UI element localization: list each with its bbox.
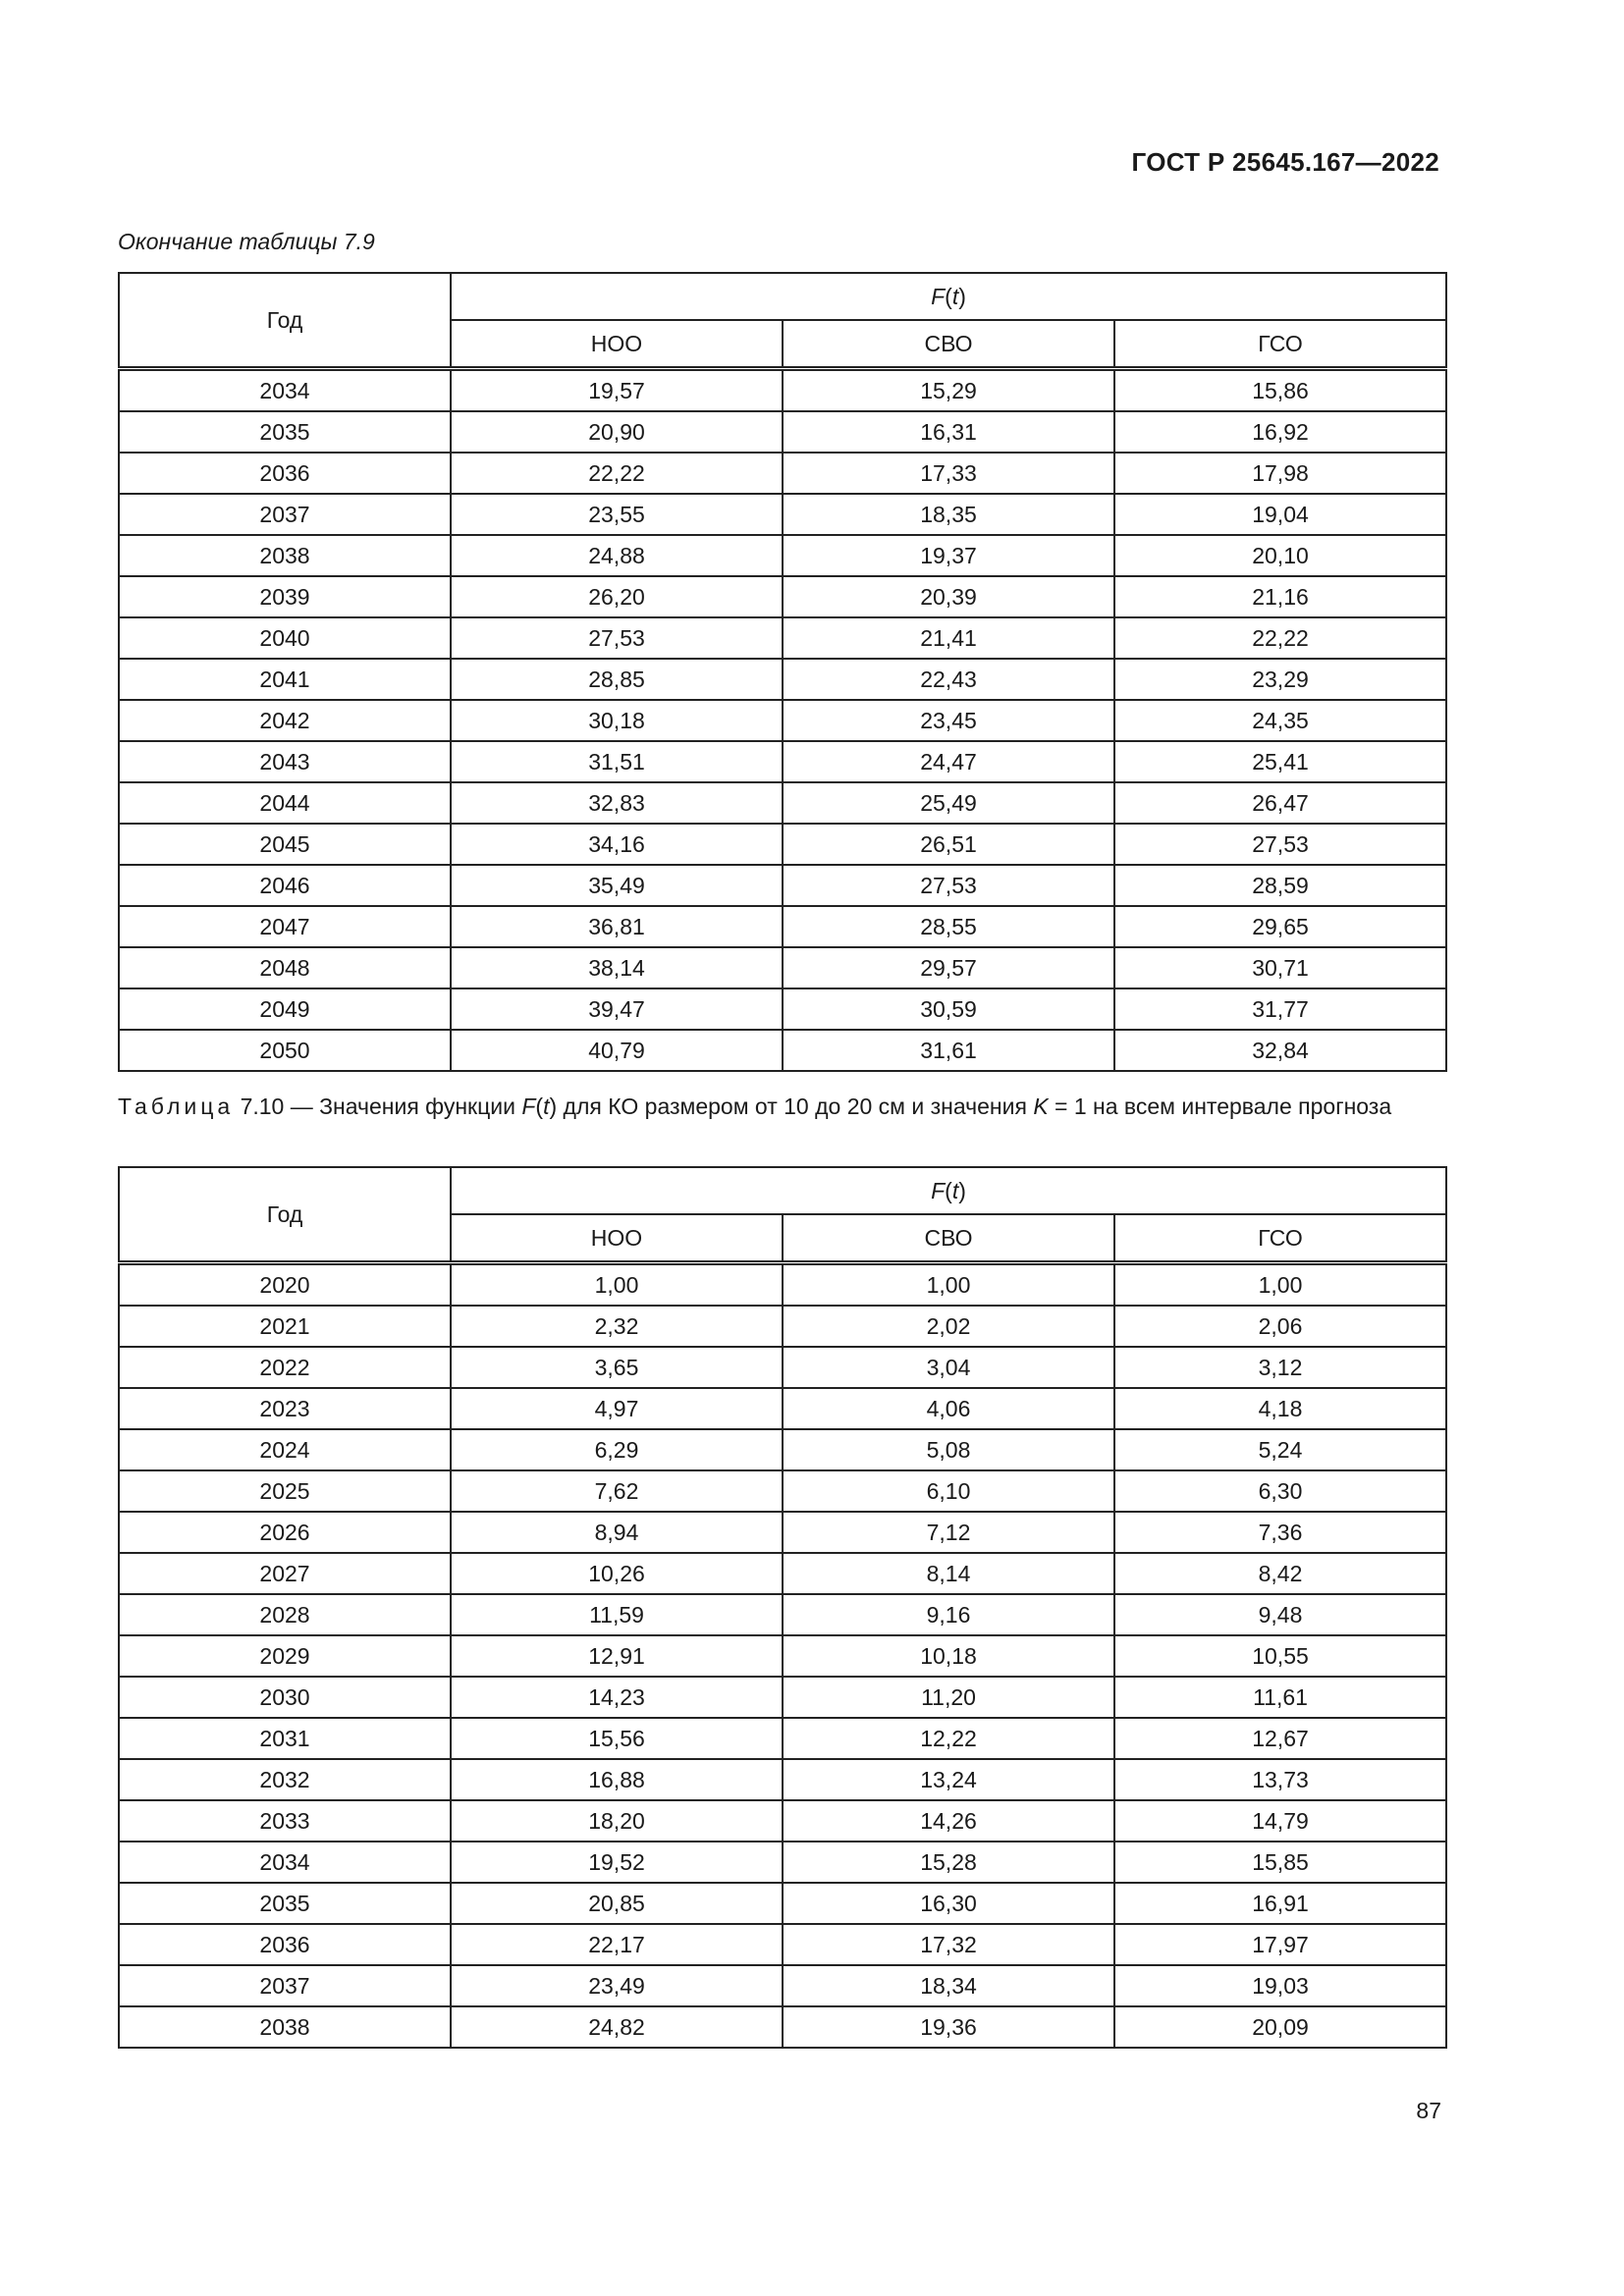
table-row: [119, 1429, 1446, 1470]
cell-gso: 1,00: [1114, 1263, 1446, 1307]
cell-year: 2026: [119, 1512, 451, 1553]
table-row: [119, 1306, 1446, 1347]
cell-gso: 28,59: [1114, 865, 1446, 906]
cell-year: 2050: [119, 1030, 451, 1071]
table-7-9-caption: Окончание таблицы 7.9: [118, 229, 375, 254]
table-7-9-body: [119, 369, 1446, 1072]
table-row: [119, 1883, 1446, 1924]
cell-year: 2046: [119, 865, 451, 906]
cell-svo: 15,29: [783, 369, 1114, 412]
year-column-header: Год: [119, 1167, 451, 1263]
column-header-svo: СВО: [783, 320, 1114, 369]
cell-year: 2045: [119, 824, 451, 865]
cell-year: 2025: [119, 1470, 451, 1512]
cell-year: 2023: [119, 1388, 451, 1429]
table-row: [119, 1842, 1446, 1883]
cell-year: 2037: [119, 494, 451, 535]
column-header-gso: ГСО: [1114, 1214, 1446, 1263]
cell-year: 2035: [119, 411, 451, 453]
cell-gso: 13,73: [1114, 1759, 1446, 1800]
cell-year: 2030: [119, 1677, 451, 1718]
table-7-10-caption: Таблица 7.10 — Значения функции F(t) для КО размером от 10 до 20 см и значения K = 1 на всем интервале прогноза: [118, 1094, 1392, 1119]
cell-year: 2036: [119, 1924, 451, 1965]
cell-gso: 19,03: [1114, 1965, 1446, 2006]
cell-gso: 15,85: [1114, 1842, 1446, 1883]
cell-svo: 16,30: [783, 1883, 1114, 1924]
table-row: [119, 2006, 1446, 2048]
cell-noo: 34,16: [451, 824, 783, 865]
cell-svo: 17,32: [783, 1924, 1114, 1965]
table-row: [119, 1924, 1446, 1965]
cell-noo: 15,56: [451, 1718, 783, 1759]
cell-year: 2033: [119, 1800, 451, 1842]
cell-year: 2042: [119, 700, 451, 741]
cell-noo: 2,32: [451, 1306, 783, 1347]
cell-svo: 31,61: [783, 1030, 1114, 1071]
cell-noo: 4,97: [451, 1388, 783, 1429]
cell-svo: 4,06: [783, 1388, 1114, 1429]
cell-noo: 22,22: [451, 453, 783, 494]
table-row: [119, 369, 1446, 412]
cell-year: 2024: [119, 1429, 451, 1470]
table-7-10-body: [119, 1263, 1446, 2049]
cell-year: 2038: [119, 535, 451, 576]
cell-gso: 8,42: [1114, 1553, 1446, 1594]
cell-svo: 17,33: [783, 453, 1114, 494]
table-row: [119, 494, 1446, 535]
cell-svo: 11,20: [783, 1677, 1114, 1718]
cell-gso: 6,30: [1114, 1470, 1446, 1512]
cell-svo: 25,49: [783, 782, 1114, 824]
cell-noo: 10,26: [451, 1553, 783, 1594]
cell-gso: 4,18: [1114, 1388, 1446, 1429]
cell-noo: 3,65: [451, 1347, 783, 1388]
cell-gso: 32,84: [1114, 1030, 1446, 1071]
cell-svo: 18,34: [783, 1965, 1114, 2006]
table-row: [119, 1718, 1446, 1759]
cell-year: 2036: [119, 453, 451, 494]
cell-svo: 26,51: [783, 824, 1114, 865]
cell-gso: 24,35: [1114, 700, 1446, 741]
page-number: 87: [1416, 2098, 1441, 2123]
cell-svo: 14,26: [783, 1800, 1114, 1842]
cell-gso: 26,47: [1114, 782, 1446, 824]
cell-noo: 20,90: [451, 411, 783, 453]
cell-svo: 10,18: [783, 1635, 1114, 1677]
cell-gso: 16,92: [1114, 411, 1446, 453]
cell-noo: 20,85: [451, 1883, 783, 1924]
table-row: [119, 1677, 1446, 1718]
cell-noo: 24,82: [451, 2006, 783, 2048]
table-row: [119, 1800, 1446, 1842]
cell-svo: 1,00: [783, 1263, 1114, 1307]
cell-year: 2020: [119, 1263, 451, 1307]
column-header-noo: НОО: [451, 320, 783, 369]
table-row: [119, 535, 1446, 576]
cell-year: 2031: [119, 1718, 451, 1759]
table-row: [119, 988, 1446, 1030]
cell-year: 2039: [119, 576, 451, 617]
cell-gso: 19,04: [1114, 494, 1446, 535]
table-row: [119, 1470, 1446, 1512]
cell-gso: 7,36: [1114, 1512, 1446, 1553]
table-row: [119, 659, 1446, 700]
cell-svo: 21,41: [783, 617, 1114, 659]
table-row: [119, 1347, 1446, 1388]
cell-year: 2038: [119, 2006, 451, 2048]
cell-year: 2028: [119, 1594, 451, 1635]
cell-svo: 19,36: [783, 2006, 1114, 2048]
cell-svo: 2,02: [783, 1306, 1114, 1347]
table-7-10: [118, 1166, 1447, 2049]
cell-gso: 25,41: [1114, 741, 1446, 782]
cell-svo: 20,39: [783, 576, 1114, 617]
table-row: [119, 782, 1446, 824]
cell-noo: 27,53: [451, 617, 783, 659]
table-row: [119, 453, 1446, 494]
cell-svo: 12,22: [783, 1718, 1114, 1759]
table-row: [119, 947, 1446, 988]
cell-year: 2040: [119, 617, 451, 659]
table-7-9: [118, 272, 1447, 1072]
table-row: [119, 1388, 1446, 1429]
cell-year: 2044: [119, 782, 451, 824]
cell-noo: 30,18: [451, 700, 783, 741]
cell-gso: 10,55: [1114, 1635, 1446, 1677]
cell-noo: 39,47: [451, 988, 783, 1030]
cell-gso: 11,61: [1114, 1677, 1446, 1718]
table-row: [119, 1263, 1446, 1307]
cell-svo: 22,43: [783, 659, 1114, 700]
cell-year: 2021: [119, 1306, 451, 1347]
table-row: [119, 1553, 1446, 1594]
cell-svo: 9,16: [783, 1594, 1114, 1635]
cell-year: 2035: [119, 1883, 451, 1924]
cell-noo: 6,29: [451, 1429, 783, 1470]
cell-svo: 7,12: [783, 1512, 1114, 1553]
cell-year: 2037: [119, 1965, 451, 2006]
cell-gso: 29,65: [1114, 906, 1446, 947]
cell-gso: 22,22: [1114, 617, 1446, 659]
cell-gso: 16,91: [1114, 1883, 1446, 1924]
table-row: [119, 1635, 1446, 1677]
cell-year: 2034: [119, 1842, 451, 1883]
cell-year: 2029: [119, 1635, 451, 1677]
table-row: [119, 824, 1446, 865]
cell-gso: 20,09: [1114, 2006, 1446, 2048]
cell-svo: 8,14: [783, 1553, 1114, 1594]
cell-year: 2049: [119, 988, 451, 1030]
table-row: [119, 700, 1446, 741]
cell-gso: 17,97: [1114, 1924, 1446, 1965]
table-row: [119, 411, 1446, 453]
table-row: [119, 906, 1446, 947]
year-column-header: Год: [119, 273, 451, 369]
cell-noo: 32,83: [451, 782, 783, 824]
cell-svo: 18,35: [783, 494, 1114, 535]
table-row: [119, 865, 1446, 906]
table-row: [119, 741, 1446, 782]
cell-svo: 30,59: [783, 988, 1114, 1030]
cell-noo: 19,52: [451, 1842, 783, 1883]
cell-year: 2043: [119, 741, 451, 782]
cell-gso: 14,79: [1114, 1800, 1446, 1842]
cell-noo: 8,94: [451, 1512, 783, 1553]
table-row: [119, 1030, 1446, 1071]
cell-gso: 30,71: [1114, 947, 1446, 988]
cell-noo: 7,62: [451, 1470, 783, 1512]
cell-svo: 24,47: [783, 741, 1114, 782]
cell-svo: 23,45: [783, 700, 1114, 741]
cell-noo: 16,88: [451, 1759, 783, 1800]
cell-noo: 38,14: [451, 947, 783, 988]
cell-svo: 3,04: [783, 1347, 1114, 1388]
cell-svo: 29,57: [783, 947, 1114, 988]
document-header: ГОСТ Р 25645.167—2022: [1131, 147, 1439, 177]
cell-svo: 5,08: [783, 1429, 1114, 1470]
cell-svo: 16,31: [783, 411, 1114, 453]
cell-year: 2041: [119, 659, 451, 700]
function-group-header: F(t): [451, 1167, 1446, 1214]
cell-year: 2047: [119, 906, 451, 947]
cell-noo: 26,20: [451, 576, 783, 617]
cell-year: 2027: [119, 1553, 451, 1594]
table-row: [119, 1965, 1446, 2006]
table-row: [119, 576, 1446, 617]
cell-svo: 15,28: [783, 1842, 1114, 1883]
cell-gso: 3,12: [1114, 1347, 1446, 1388]
cell-svo: 19,37: [783, 535, 1114, 576]
table-row: [119, 1512, 1446, 1553]
table-row: [119, 617, 1446, 659]
cell-gso: 5,24: [1114, 1429, 1446, 1470]
function-group-header: F(t): [451, 273, 1446, 320]
cell-noo: 11,59: [451, 1594, 783, 1635]
cell-noo: 12,91: [451, 1635, 783, 1677]
cell-svo: 27,53: [783, 865, 1114, 906]
cell-gso: 23,29: [1114, 659, 1446, 700]
cell-gso: 15,86: [1114, 369, 1446, 412]
cell-gso: 17,98: [1114, 453, 1446, 494]
cell-gso: 27,53: [1114, 824, 1446, 865]
cell-gso: 20,10: [1114, 535, 1446, 576]
cell-gso: 2,06: [1114, 1306, 1446, 1347]
cell-noo: 14,23: [451, 1677, 783, 1718]
cell-noo: 19,57: [451, 369, 783, 412]
cell-noo: 1,00: [451, 1263, 783, 1307]
table-row: [119, 1594, 1446, 1635]
cell-noo: 36,81: [451, 906, 783, 947]
column-header-svo: СВО: [783, 1214, 1114, 1263]
cell-noo: 24,88: [451, 535, 783, 576]
cell-noo: 31,51: [451, 741, 783, 782]
cell-svo: 28,55: [783, 906, 1114, 947]
cell-gso: 21,16: [1114, 576, 1446, 617]
column-header-noo: НОО: [451, 1214, 783, 1263]
cell-noo: 23,49: [451, 1965, 783, 2006]
cell-gso: 12,67: [1114, 1718, 1446, 1759]
cell-noo: 18,20: [451, 1800, 783, 1842]
cell-gso: 9,48: [1114, 1594, 1446, 1635]
cell-svo: 6,10: [783, 1470, 1114, 1512]
cell-year: 2032: [119, 1759, 451, 1800]
column-header-gso: ГСО: [1114, 320, 1446, 369]
cell-noo: 40,79: [451, 1030, 783, 1071]
cell-year: 2034: [119, 369, 451, 412]
cell-noo: 23,55: [451, 494, 783, 535]
cell-year: 2022: [119, 1347, 451, 1388]
cell-year: 2048: [119, 947, 451, 988]
cell-noo: 22,17: [451, 1924, 783, 1965]
cell-svo: 13,24: [783, 1759, 1114, 1800]
table-row: [119, 1759, 1446, 1800]
cell-noo: 28,85: [451, 659, 783, 700]
cell-gso: 31,77: [1114, 988, 1446, 1030]
cell-noo: 35,49: [451, 865, 783, 906]
